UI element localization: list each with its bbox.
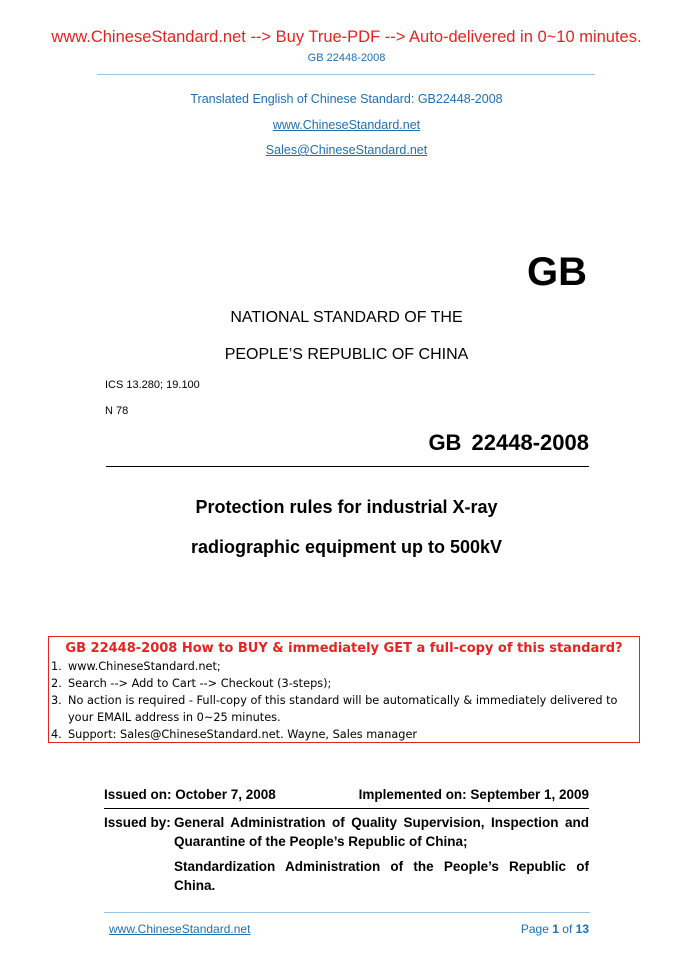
page-of: of	[562, 922, 573, 936]
standard-code: GB 22448-2008	[428, 430, 589, 455]
page-indicator	[521, 922, 589, 936]
title-line1: Protection rules for industrial X-ray	[195, 497, 498, 517]
step-number: 2.	[51, 677, 62, 690]
national-standard-line2: PEOPLE’S REPUBLIC OF CHINA	[224, 346, 469, 363]
header-divider	[97, 74, 595, 75]
n-code: N 78	[105, 405, 129, 417]
footer-site-link[interactable]: www.ChineseStandard.net	[109, 922, 251, 936]
buy-box	[48, 636, 640, 743]
step-text: Search --> Add to Cart --> Checkout (3-steps);	[68, 677, 332, 690]
site-link[interactable]: www.ChineseStandard.net	[272, 118, 421, 132]
issue-divider	[104, 808, 589, 809]
footer-site-row	[109, 922, 250, 936]
buy-box-heading: GB 22448-2008 How to BUY & immediately GET a full-copy of this standard?	[65, 641, 623, 656]
issue-dates-row	[104, 787, 589, 802]
national-standard-line1: NATIONAL STANDARD OF THE	[230, 309, 463, 326]
buy-steps-list	[49, 658, 639, 743]
list-item	[49, 658, 639, 675]
gb-mark: GB	[527, 250, 587, 294]
footer-divider	[104, 912, 590, 913]
issuer-1: General Administration of Quality Supervision, Inspection and Quarantine of the People’s Republic of China;	[174, 815, 589, 849]
step-number: 4.	[51, 728, 62, 741]
ics-code: ICS 13.280; 19.100	[105, 379, 200, 391]
issuer-2: Standardization Administration of the People’s Republic of China.	[174, 859, 589, 893]
step-number: 1.	[51, 660, 62, 673]
title-divider	[106, 466, 589, 467]
step-text: Support: Sales@ChineseStandard.net. Wayne, Sales manager	[68, 728, 418, 741]
top-banner: www.ChineseStandard.net --> Buy True-PDF --> Auto-delivered in 0~10 minutes.	[51, 28, 642, 46]
step-text: www.ChineseStandard.net;	[68, 660, 221, 673]
page-total: 13	[575, 922, 589, 936]
page-word: Page	[520, 922, 549, 936]
issued-by-label: Issued by:	[104, 815, 171, 830]
issued-by-block	[104, 813, 589, 901]
email-link-row	[0, 143, 693, 157]
header-standard-code: GB 22448-2008	[307, 52, 386, 64]
list-item	[49, 692, 639, 726]
implemented-on: Implemented on: September 1, 2009	[358, 787, 589, 802]
list-item	[49, 726, 639, 743]
step-number: 3.	[51, 694, 62, 707]
page-current: 1	[552, 922, 559, 936]
site-link-row	[0, 118, 693, 132]
issued-on: Issued on: October 7, 2008	[104, 787, 276, 802]
title-line2: radiographic equipment up to 500kV	[190, 537, 503, 557]
translated-note: Translated English of Chinese Standard: GB22448-2008	[190, 92, 503, 106]
email-link[interactable]: Sales@ChineseStandard.net	[265, 143, 428, 157]
step-text: No action is required - Full-copy of this standard will be automatically & immediately delivered to your EMAIL address in 0~25 minutes.	[68, 694, 618, 724]
list-item	[49, 675, 639, 692]
